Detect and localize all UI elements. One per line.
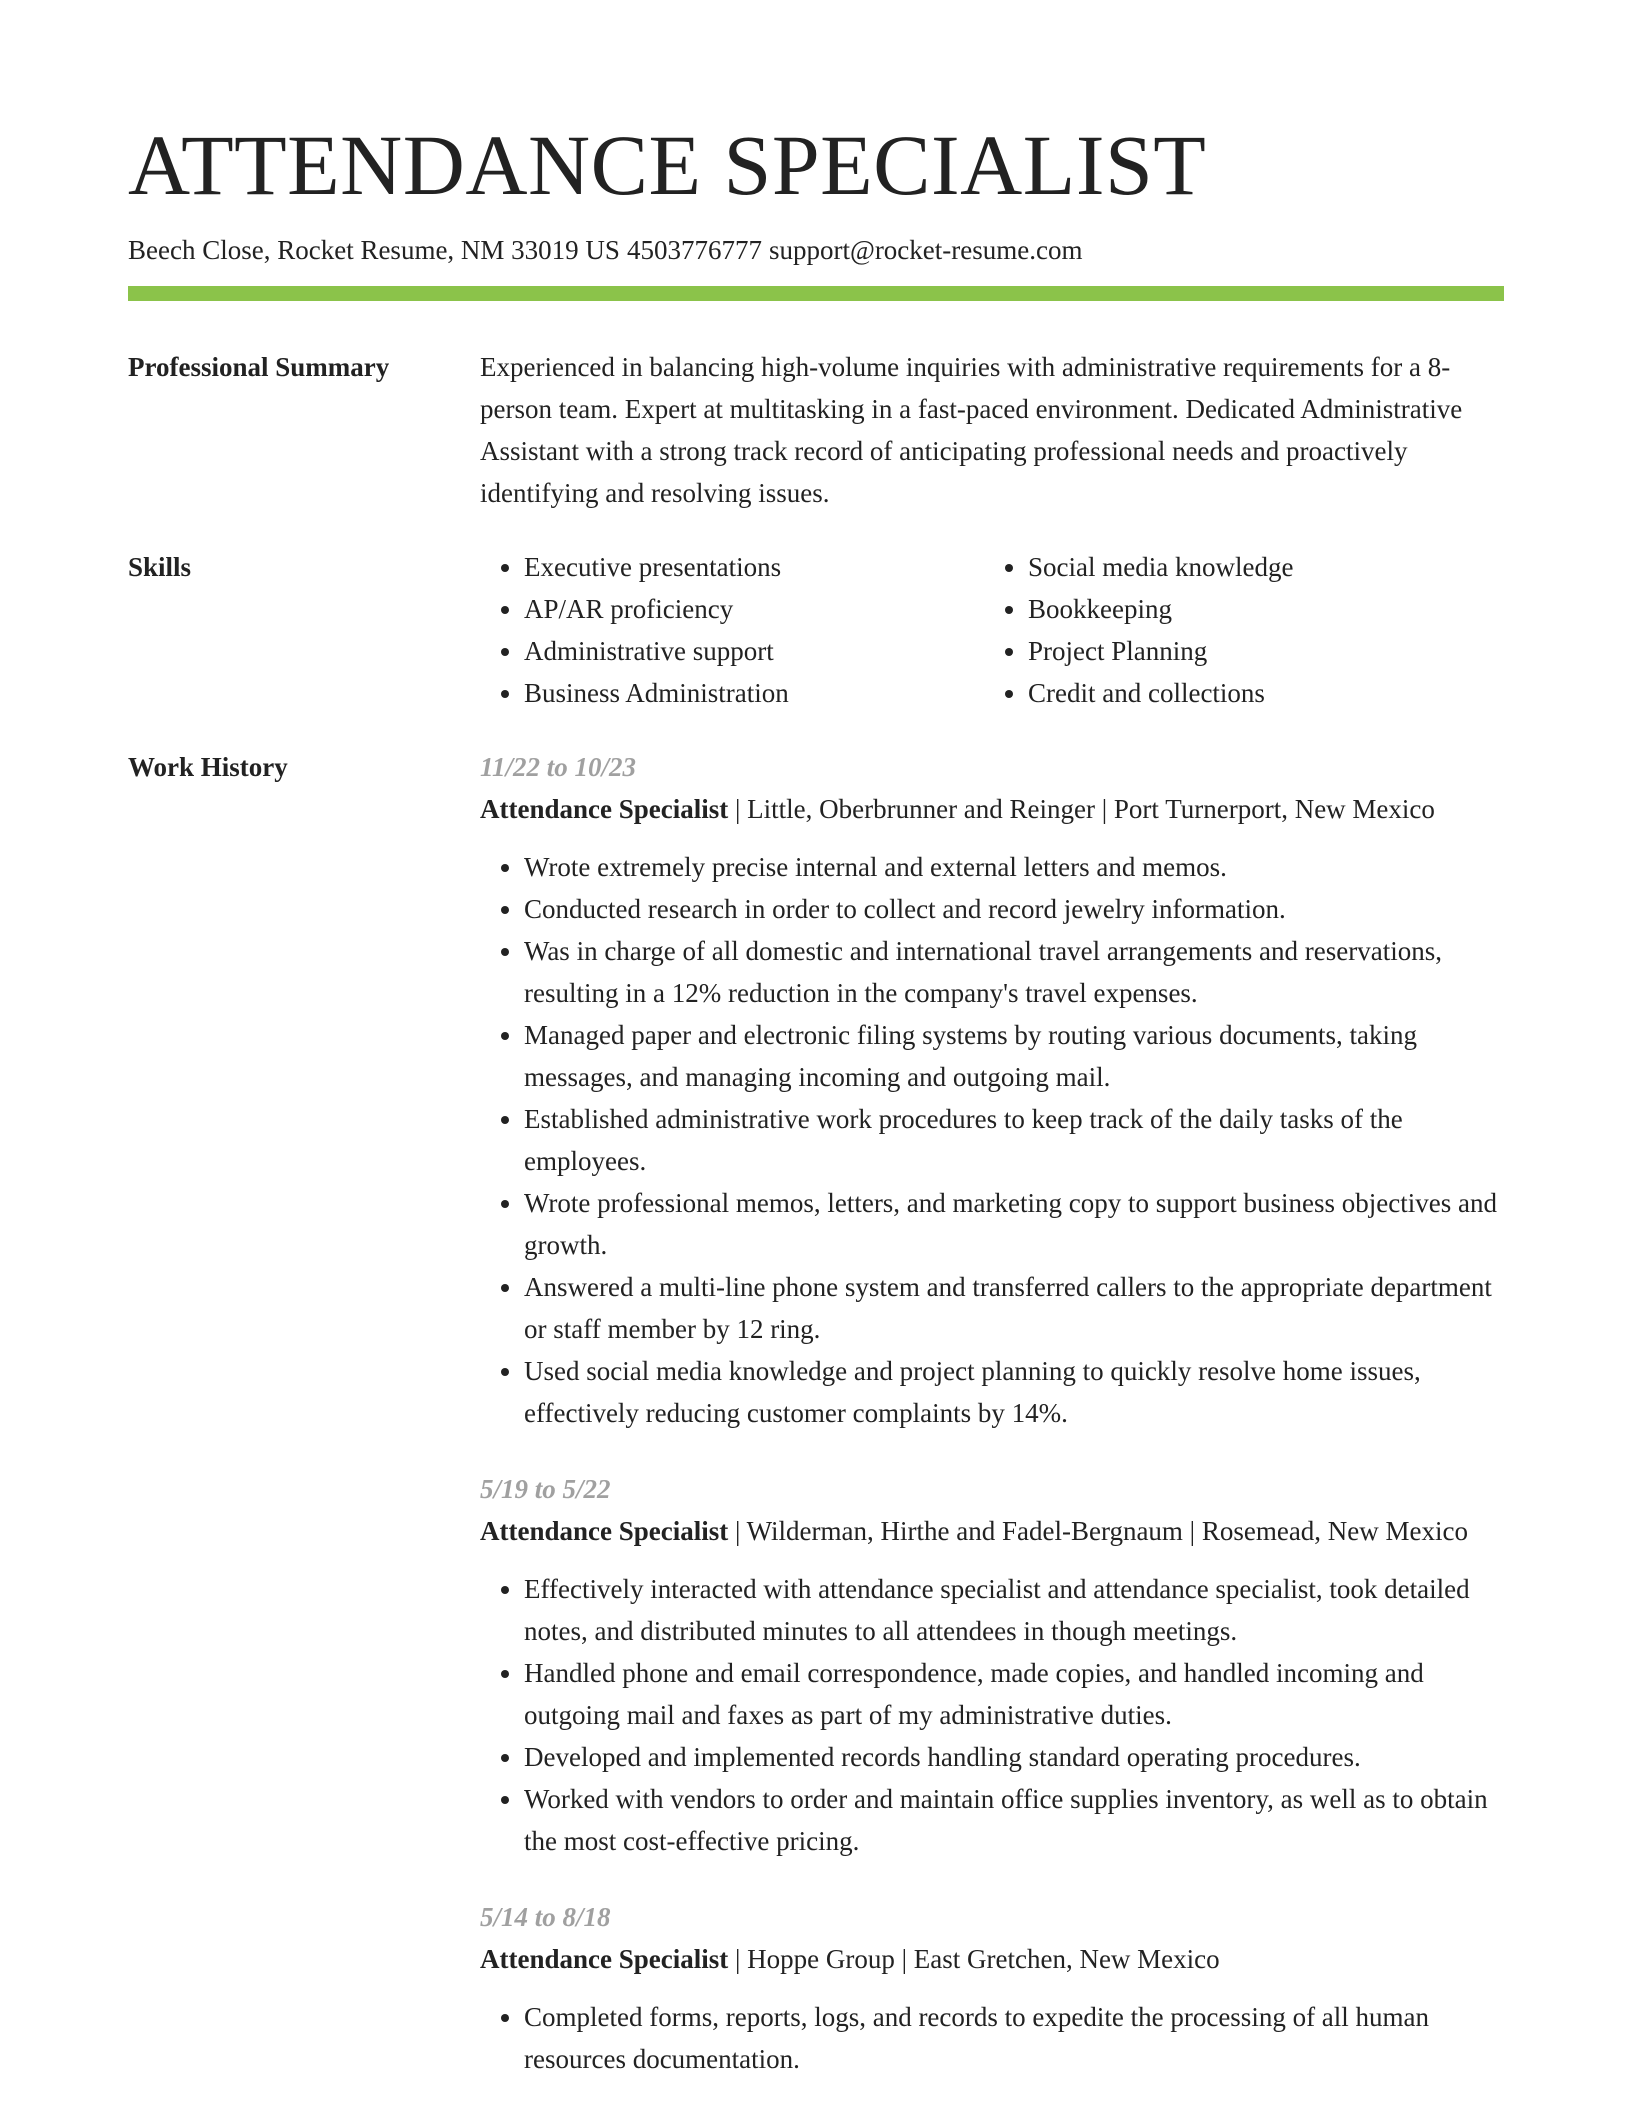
- job-bullet: • Completed forms, reports, logs, and records to expedite the processing of all human resources documentation.: [524, 1996, 1504, 2080]
- skill-item: • AP/AR proficiency: [524, 588, 984, 630]
- skills-heading: Skills: [128, 552, 192, 582]
- skill-item: • Credit and collections: [1028, 672, 1488, 714]
- job-bullets: [480, 1996, 1504, 2080]
- skills-column-1: [480, 546, 984, 714]
- job-bullet: • Conducted research in order to collect and record jewelry information.: [524, 888, 1504, 930]
- job-bullet: • Used social media knowledge and project planning to quickly resolve home issues, effectively reducing customer complaints by 14%.: [524, 1350, 1504, 1434]
- job-bullets: [480, 846, 1504, 1434]
- skill-item: • Administrative support: [524, 630, 984, 672]
- job-title: Attendance Specialist: [480, 1516, 729, 1546]
- job-bullet: • Wrote extremely precise internal and external letters and memos.: [524, 846, 1504, 888]
- contact-email: support@rocket-resume.com: [768, 235, 1083, 265]
- skill-item: • Social media knowledge: [1028, 546, 1488, 588]
- job-bullets: [480, 1568, 1504, 1862]
- job-bullet: • Handled phone and email correspondence, made copies, and handled incoming and outgoing mail and faxes as part of my administrative duties.: [524, 1652, 1504, 1736]
- job-bullet: • Was in charge of all domestic and international travel arrangements and reservations, resulting in a 12% reduction in the company's travel expenses.: [524, 930, 1504, 1014]
- skill-item: • Executive presentations: [524, 546, 984, 588]
- work-history-body: [480, 746, 1504, 2114]
- job-dates: 11/22 to 10/23: [480, 752, 637, 782]
- job-bullet: • Answered a multi-line phone system and transferred callers to the appropriate department or staff member by 12 ring.: [524, 1266, 1504, 1350]
- summary-heading: Professional Summary: [128, 352, 390, 382]
- skill-item: • Project Planning: [1028, 630, 1488, 672]
- skills-body: [480, 546, 1504, 714]
- summary-text: Experienced in balancing high-volume inquiries with administrative requirements for a 8-person team. Expert at multitasking in a fast-paced environment. Dedicated Administrative Assistant with a strong track record of anticipating professional needs and proactively identifying and resolving issues.: [480, 352, 1463, 508]
- job-bullet: • Established administrative work procedures to keep track of the daily tasks of the employees.: [524, 1098, 1504, 1182]
- contact-phone: 4503776777: [626, 235, 762, 265]
- job-header: [480, 1510, 1504, 1552]
- job-bullet: • Developed and implemented records handling standard operating procedures.: [524, 1736, 1504, 1778]
- job-entry: [480, 1896, 1504, 2080]
- skill-item: • Business Administration: [524, 672, 984, 714]
- resume-name: ATTENDANCE SPECIALIST: [128, 117, 1207, 213]
- job-bullet: • Wrote professional memos, letters, and marketing copy to support business objectives and growth.: [524, 1182, 1504, 1266]
- job-title: Attendance Specialist: [480, 1944, 729, 1974]
- header-divider: [128, 286, 1504, 301]
- job-bullet: • Worked with vendors to order and maintain office supplies inventory, as well as to obtain the most cost-effective pricing.: [524, 1778, 1504, 1862]
- job-bullet: • Managed paper and electronic filing systems by routing various documents, taking messages, and managing incoming and outgoing mail.: [524, 1014, 1504, 1098]
- skill-item: • Bookkeeping: [1028, 588, 1488, 630]
- job-dates: 5/19 to 5/22: [480, 1474, 611, 1504]
- summary-body: [480, 346, 1504, 514]
- job-header: [480, 1938, 1504, 1980]
- job-entry: [480, 1468, 1504, 1862]
- job-header: [480, 788, 1504, 830]
- job-details: | Hoppe Group | East Gretchen, New Mexico: [728, 1944, 1220, 1974]
- job-bullet: • Effectively interacted with attendance specialist and attendance specialist, took detailed notes, and distributed minutes to all attendees in though meetings.: [524, 1568, 1504, 1652]
- job-details: | Wilderman, Hirthe and Fadel-Bergnaum | Rosemead, New Mexico: [728, 1516, 1469, 1546]
- contact-line: [128, 232, 1082, 268]
- job-entry: [480, 746, 1504, 1434]
- job-details: | Little, Oberbrunner and Reinger | Port Turnerport, New Mexico: [728, 794, 1435, 824]
- work-history-heading: Work History: [128, 752, 288, 782]
- skills-column-2: [984, 546, 1488, 714]
- job-title: Attendance Specialist: [480, 794, 729, 824]
- job-dates: 5/14 to 8/18: [480, 1902, 611, 1932]
- contact-address: Beech Close, Rocket Resume, NM 33019 US: [128, 235, 620, 265]
